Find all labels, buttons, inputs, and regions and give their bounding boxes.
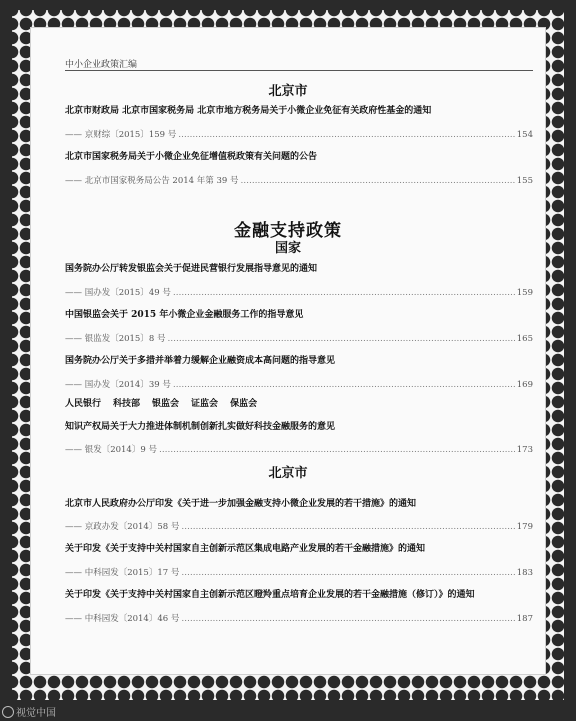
leader-dots [181,522,514,532]
doc-ref: —— 国办发〔2015〕49 号 [65,288,171,298]
item-title: 北京市国家税务局关于小微企业免征增值税政策有关问题的公告 [65,152,318,162]
doc-ref: —— 中科园发〔2015〕17 号 [65,568,180,578]
leader-dots [181,568,514,578]
page-number: 159 [516,288,533,298]
item-title: 关于印发《关于支持中关村国家自主创新示范区瞪羚重点培育企业发展的若干金融措施（修订）》的通知 [65,590,475,600]
page-number: 154 [516,130,533,140]
watermark-text: 视觉中国 [16,708,56,719]
issuing-orgs [65,396,533,409]
doc-ref: —— 京财综〔2015〕159 号 [65,130,177,140]
item-title: 北京市人民政府办公厅印发《关于进一步加强金融支持小微企业发展的若干措施》的通知 [65,499,417,509]
org-name: 保监会 [230,399,258,409]
document-page [30,27,546,675]
leader-dots [159,445,515,455]
doc-ref: —— 中科园发〔2014〕46 号 [65,614,180,624]
item-title: 关于印发《关于支持中关村国家自主创新示范区集成电路产业发展的若干金融措施》的通知 [65,544,426,554]
toc-entry[interactable] [65,443,533,455]
doc-ref: —— 京政办发〔2014〕58 号 [65,522,180,532]
leader-dots [181,614,514,624]
running-head: 中小企业政策汇编 [65,60,138,70]
item-title: 北京市财政局 北京市国家税务局 北京市地方税务局关于小微企业免征有关政府性基金的通知 [65,106,432,116]
leader-dots [240,176,514,186]
leader-dots [167,334,514,344]
toc-entry[interactable] [65,174,533,186]
page-number: 173 [516,445,533,455]
page-number: 165 [516,334,533,344]
vcg-logo-icon [2,706,14,718]
chapter-heading: 金融支持政策 [234,221,342,241]
section-heading-national: 国家 [274,241,301,256]
header-rule [65,70,533,71]
item-title: 国务院办公厅转发银监会关于促进民营银行发展指导意见的通知 [65,264,318,274]
page-number: 155 [516,176,533,186]
section-heading-beijing: 北京市 [268,84,308,99]
page-number: 183 [516,568,533,578]
toc-entry[interactable] [65,286,533,298]
org-name: 人民银行 [65,399,102,409]
toc-entry[interactable] [65,566,533,578]
leader-dots [173,288,515,298]
toc-entry[interactable] [65,612,533,624]
watermark [2,704,56,719]
item-title: 国务院办公厅关于多措并举着力缓解企业融资成本高问题的指导意见 [65,356,336,366]
toc-entry[interactable] [65,128,533,140]
doc-ref: —— 北京市国家税务局公告 2014 年第 39 号 [65,176,239,186]
toc-entry[interactable] [65,332,533,344]
toc-entry[interactable] [65,378,533,390]
doc-ref: —— 银监发〔2015〕8 号 [65,334,166,344]
org-name: 证监会 [191,399,219,409]
item-title: 中国银监会关于 2015 年小微企业金融服务工作的指导意见 [65,310,304,320]
page-number: 169 [516,380,533,390]
toc-entry[interactable] [65,520,533,532]
leader-dots [178,130,515,140]
org-name: 银监会 [152,399,180,409]
page-number: 179 [516,522,533,532]
org-name: 科技部 [113,399,141,409]
leader-dots [173,380,515,390]
section-heading-beijing: 北京市 [268,466,308,481]
doc-ref: —— 国办发〔2014〕39 号 [65,380,171,390]
page-number: 187 [516,614,533,624]
item-title: 知识产权局关于大力推进体制机制创新扎实做好科技金融服务的意见 [65,422,336,432]
doc-ref: —— 银发〔2014〕9 号 [65,445,157,455]
